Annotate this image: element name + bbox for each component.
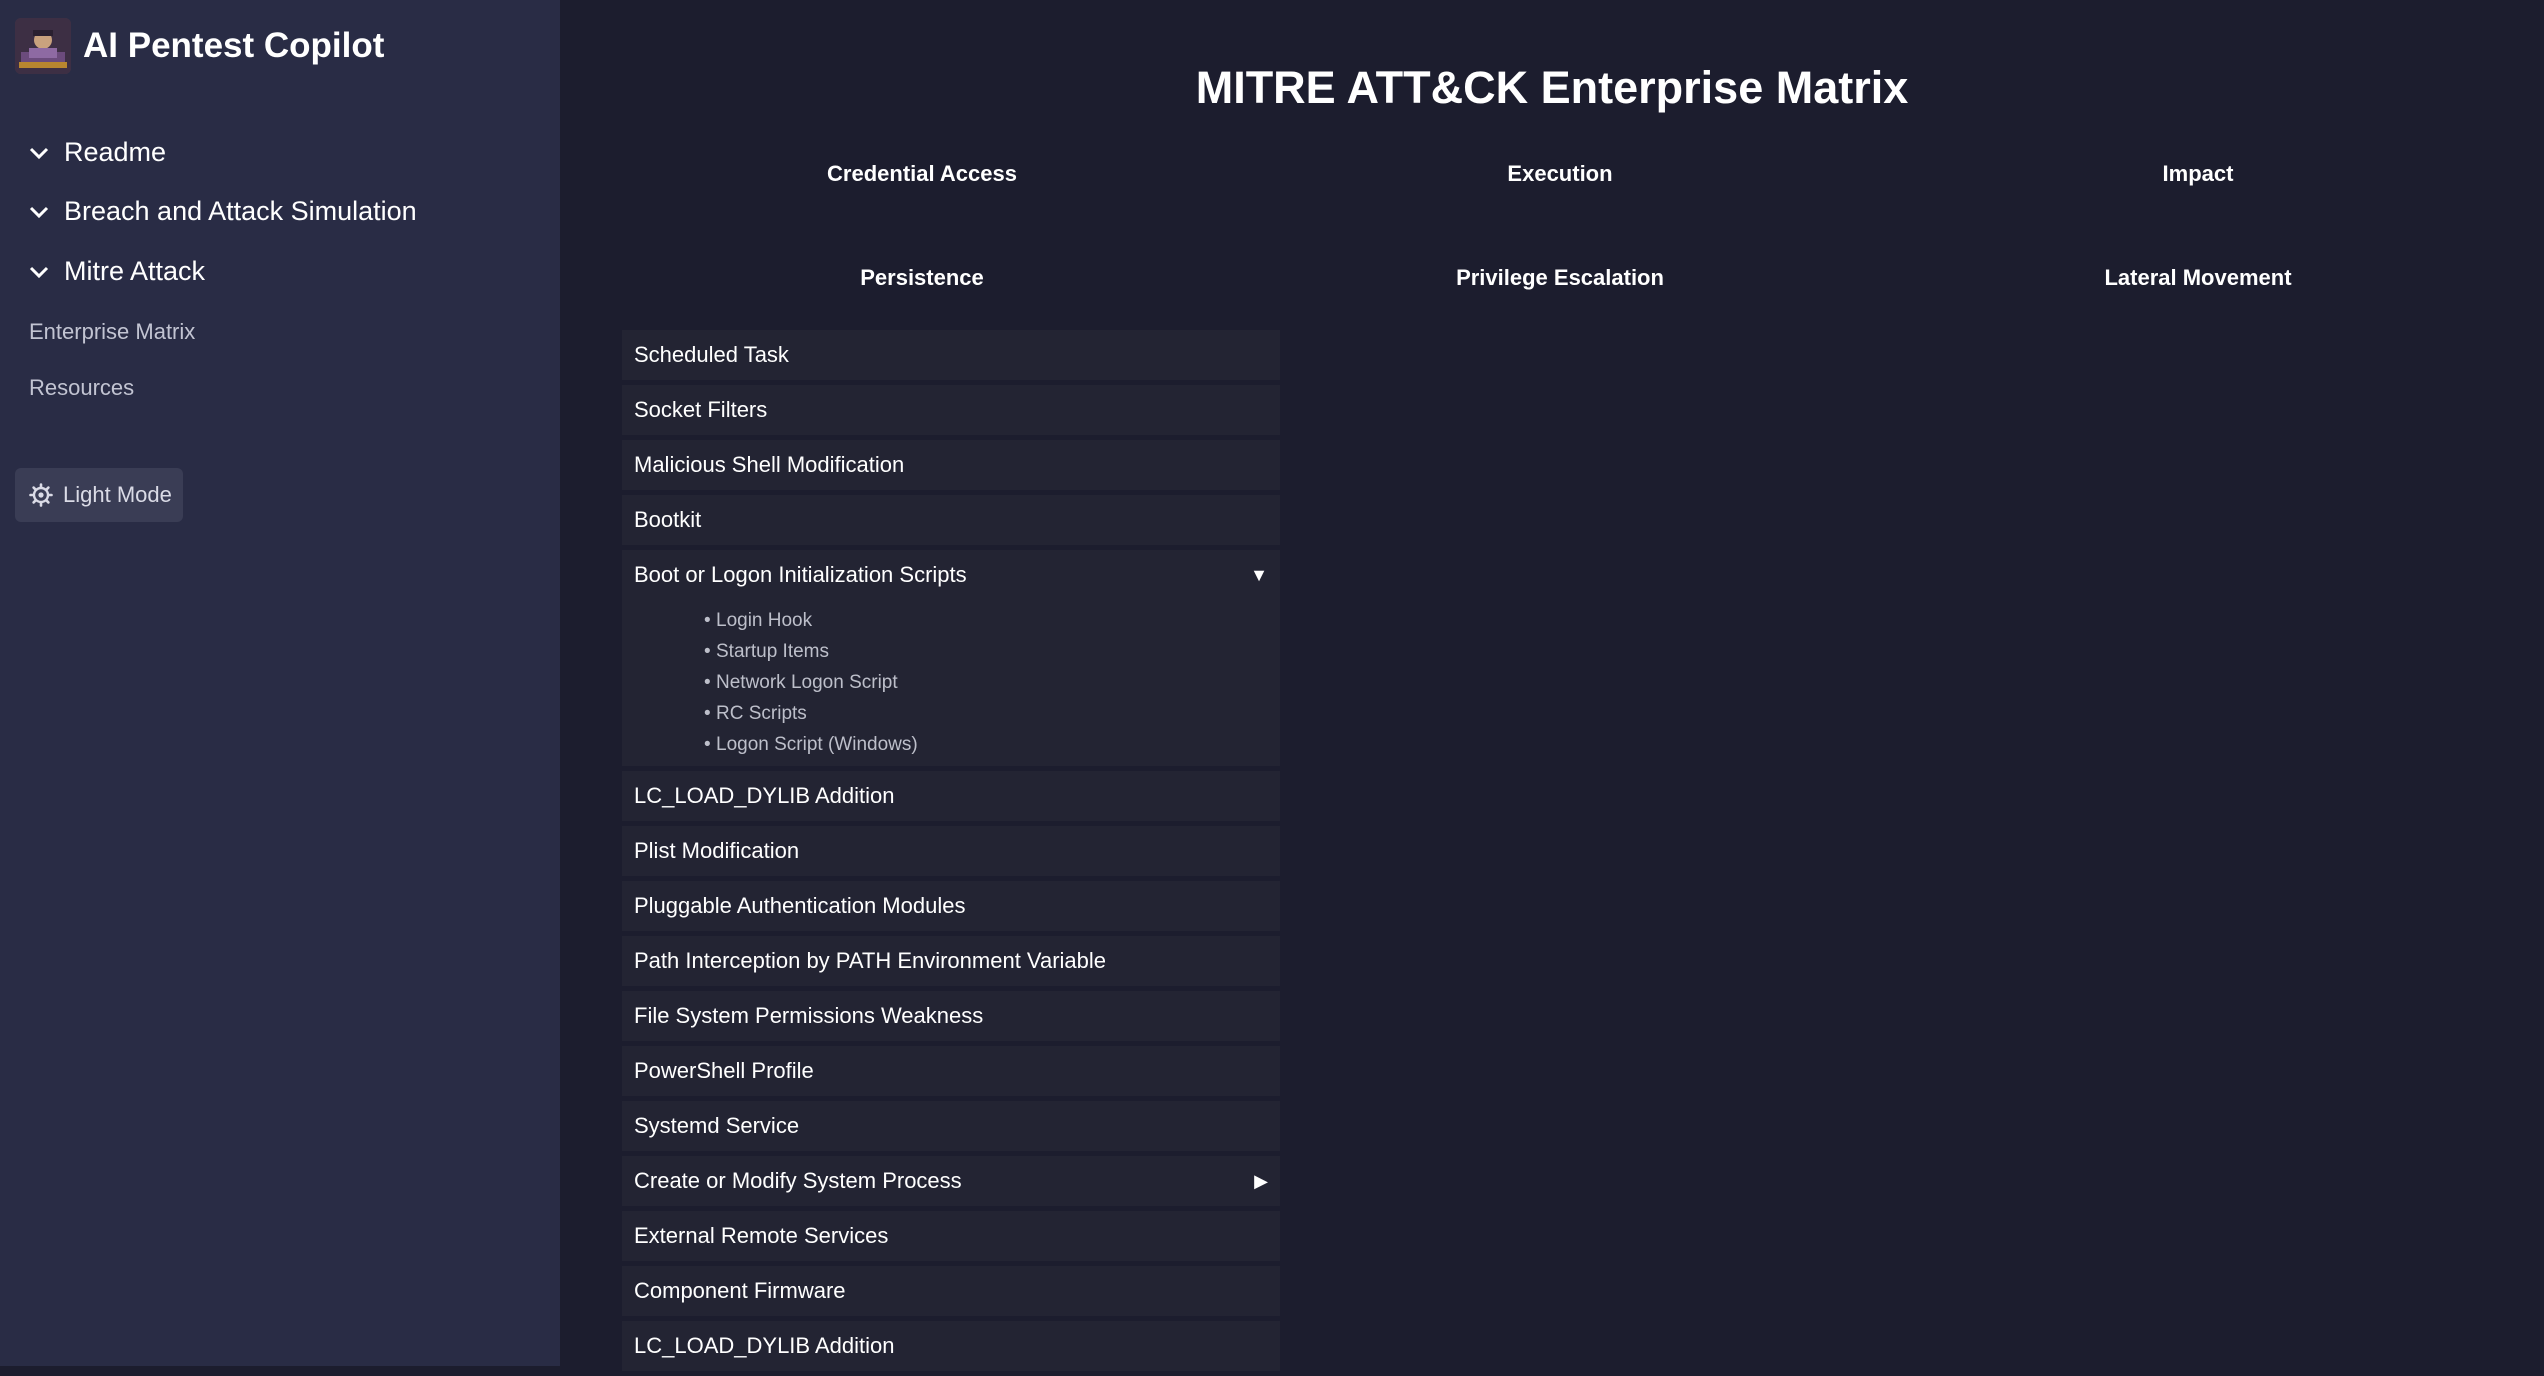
subtechnique-item[interactable]: • Logon Script (Windows) — [622, 729, 1280, 760]
technique-item[interactable] — [622, 1046, 1280, 1096]
technique-item-collapsible[interactable] — [622, 1156, 1280, 1206]
technique-item-expanded[interactable] — [622, 550, 1280, 600]
technique-label: Create or Modify System Process — [634, 1168, 962, 1193]
sidebar — [0, 0, 560, 1366]
technique-label: Component Firmware — [634, 1278, 846, 1303]
technique-label: LC_LOAD_DYLIB Addition — [634, 783, 895, 808]
sidebar-section-label: Mitre Attack — [64, 256, 206, 286]
technique-item[interactable] — [622, 771, 1280, 821]
technique-item[interactable] — [622, 826, 1280, 876]
subtechnique-item[interactable]: • Network Logon Script — [622, 667, 1280, 698]
triangle-down-icon[interactable]: ▼ — [1250, 564, 1268, 585]
technique-label: Boot or Logon Initialization Scripts — [634, 562, 967, 587]
technique-label: PowerShell Profile — [634, 1058, 814, 1083]
technique-label: Plist Modification — [634, 838, 800, 863]
technique-item[interactable] — [622, 495, 1280, 545]
technique-item[interactable] — [622, 330, 1280, 380]
triangle-right-icon[interactable]: ▶ — [1254, 1170, 1268, 1191]
gear-icon — [29, 483, 53, 507]
technique-item[interactable] — [622, 991, 1280, 1041]
technique-item[interactable] — [622, 881, 1280, 931]
technique-label: Malicious Shell Modification — [634, 452, 905, 477]
technique-label: LC_LOAD_DYLIB Addition — [634, 1333, 895, 1358]
sidebar-section-label: Readme — [64, 137, 167, 167]
sidebar-link-resources[interactable]: Resources — [29, 375, 135, 400]
technique-label: Bootkit — [634, 507, 702, 532]
sidebar-section-readme[interactable] — [24, 137, 166, 168]
app-title: AI Pentest Copilot — [83, 26, 385, 65]
tactic-execution[interactable]: Execution — [1507, 161, 1613, 186]
chevron-down-icon — [24, 257, 54, 287]
technique-label: Path Interception by PATH Environment Variable — [634, 948, 1107, 973]
light-mode-button[interactable] — [15, 468, 183, 522]
brand — [15, 18, 384, 74]
sidebar-section-label: Breach and Attack Simulation — [64, 196, 417, 226]
tactic-lateral-movement[interactable]: Lateral Movement — [2104, 265, 2292, 290]
technique-item[interactable] — [622, 1321, 1280, 1371]
technique-label: Systemd Service — [634, 1113, 800, 1138]
tactic-credential-access[interactable]: Credential Access — [827, 161, 1017, 186]
tactic-impact[interactable]: Impact — [2162, 161, 2234, 186]
technique-item[interactable] — [622, 440, 1280, 490]
technique-item[interactable] — [622, 936, 1280, 986]
main-content — [560, 0, 2544, 1366]
subtechnique-item[interactable]: • Startup Items — [622, 636, 1280, 667]
technique-item[interactable] — [622, 1266, 1280, 1316]
app-logo — [15, 18, 71, 74]
technique-label: File System Permissions Weakness — [634, 1003, 984, 1028]
technique-label: Pluggable Authentication Modules — [634, 893, 966, 918]
technique-item[interactable] — [622, 1101, 1280, 1151]
technique-label: External Remote Services — [634, 1223, 889, 1248]
sidebar-link-enterprise-matrix[interactable]: Enterprise Matrix — [29, 319, 196, 344]
tactic-persistence[interactable]: Persistence — [860, 265, 984, 290]
page-title: MITRE ATT&CK Enterprise Matrix — [1195, 62, 1909, 113]
subtechnique-item[interactable]: • Login Hook — [622, 605, 1280, 636]
sidebar-section-breach-attack-simulation[interactable] — [24, 196, 417, 227]
chevron-down-icon — [24, 197, 54, 227]
tactic-privilege-escalation[interactable]: Privilege Escalation — [1456, 265, 1664, 290]
technique-label: Socket Filters — [634, 397, 768, 422]
light-mode-label: Light Mode — [63, 482, 172, 507]
subtechnique-list — [622, 600, 1280, 766]
chevron-down-icon — [24, 138, 54, 168]
sidebar-section-mitre-attack[interactable] — [24, 256, 205, 287]
technique-item[interactable] — [622, 1211, 1280, 1261]
technique-list — [622, 330, 1280, 1376]
technique-item[interactable] — [622, 385, 1280, 435]
technique-label: Scheduled Task — [634, 342, 789, 367]
subtechnique-item[interactable]: • RC Scripts — [622, 698, 1280, 729]
